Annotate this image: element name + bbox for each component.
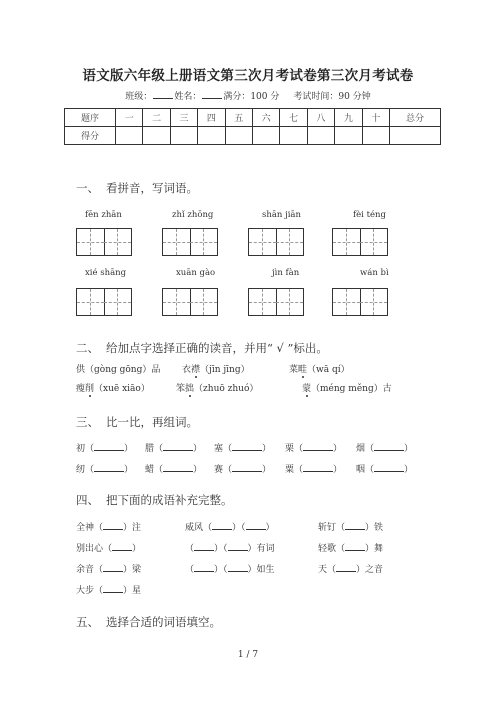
idiom-text: ）梁 <box>123 565 142 575</box>
score-cell[interactable] <box>143 127 170 145</box>
compare-char: 赛 <box>214 465 224 475</box>
answer-blank[interactable] <box>336 563 356 572</box>
compare-item[interactable]: 初（ ） <box>76 444 134 454</box>
idiom-text: ）如生 <box>247 565 275 575</box>
score-cell[interactable] <box>390 127 441 145</box>
score-header-cell: 三 <box>170 109 197 127</box>
writing-grid[interactable] <box>76 288 132 316</box>
pinyin-label: jìn fàn <box>272 268 300 278</box>
item-char: 衣 <box>182 365 192 375</box>
page-title: 语文版六年级上册语文第三次月考试卷第三次月考试卷 <box>82 68 414 84</box>
idiom-item[interactable] <box>318 562 383 575</box>
item-char: 瘦 <box>76 384 86 394</box>
section-2-heading <box>76 340 328 356</box>
compare-char: 咽 <box>356 465 366 475</box>
name-label: 姓名： <box>174 92 202 102</box>
score-header-cell: 九 <box>335 109 362 127</box>
idiom-item[interactable] <box>76 520 141 533</box>
pinyin-label: fèi téng <box>353 210 386 220</box>
score-header-cell: 六 <box>252 109 279 127</box>
dotted-char: 蒙 <box>302 384 312 394</box>
compare-char: 纫 <box>76 465 86 475</box>
writing-grid[interactable] <box>332 228 388 256</box>
compare-char: 栗 <box>285 444 295 454</box>
pronunciation-options[interactable]: （wā qí） <box>307 365 350 375</box>
score-table-score-row <box>65 127 441 145</box>
pinyin-label: xuān gào <box>176 268 216 278</box>
answer-blank[interactable] <box>94 442 124 451</box>
pronunciation-options[interactable]: （gòng gōng） <box>85 365 152 375</box>
answer-blank[interactable] <box>163 463 193 472</box>
answer-blank[interactable] <box>374 463 404 472</box>
answer-blank[interactable] <box>212 521 232 530</box>
idiom-text: 威风（ <box>185 523 213 533</box>
section-number: 四、 <box>76 493 99 507</box>
answer-blank[interactable] <box>194 542 214 551</box>
section-title: 选择合适的词语填空。 <box>106 615 221 629</box>
idiom-text: ）星 <box>123 586 142 596</box>
pinyin-label: shān jiān <box>262 210 301 220</box>
score-cell[interactable] <box>335 127 362 145</box>
writing-grid[interactable] <box>76 228 132 256</box>
answer-blank[interactable] <box>103 584 123 593</box>
idiom-text: 全神（ <box>76 523 104 533</box>
exam-info <box>0 89 496 102</box>
compare-char: 蜡 <box>145 465 155 475</box>
page-number: 1 / 7 <box>237 650 259 660</box>
score-header-cell: 一 <box>116 109 143 127</box>
answer-blank[interactable] <box>112 542 132 551</box>
section-title: 看拼音，写词语。 <box>106 181 198 195</box>
section-title: 给加点字选择正确的读音，并用“ √ ”标出。 <box>106 341 328 355</box>
section-5-heading <box>76 614 221 630</box>
score-header-cell: 四 <box>198 109 225 127</box>
idiom-text: 大步（ <box>76 586 104 596</box>
answer-blank[interactable] <box>246 521 266 530</box>
idiom-text: ）（ <box>214 544 228 554</box>
answer-blank[interactable] <box>103 521 123 530</box>
compare-char: 腊 <box>145 444 155 454</box>
answer-blank[interactable] <box>194 563 214 572</box>
score-cell[interactable] <box>252 127 279 145</box>
answer-blank[interactable] <box>303 442 333 451</box>
section-number: 三、 <box>76 415 99 429</box>
answer-blank[interactable] <box>94 463 124 472</box>
compare-char: 烟 <box>356 444 366 454</box>
section-number: 二、 <box>76 341 99 355</box>
score-header-cell: 题序 <box>65 109 116 127</box>
section-3-heading <box>76 414 198 430</box>
score-cell[interactable] <box>198 127 225 145</box>
compare-char: 粟 <box>285 465 295 475</box>
compare-item[interactable]: 粟（ ） <box>285 465 343 475</box>
idiom-item[interactable] <box>76 541 141 554</box>
idiom-text: ）有词 <box>247 544 275 554</box>
idiom-text: ）舞 <box>365 544 384 554</box>
answer-blank[interactable] <box>232 442 262 451</box>
idiom-item[interactable] <box>185 520 275 533</box>
idiom-text: （ <box>185 544 195 554</box>
dotted-char: 削 <box>85 384 95 394</box>
idiom-text: ） <box>132 544 142 554</box>
idiom-text: ）（ <box>232 523 246 533</box>
answer-blank[interactable] <box>228 563 248 572</box>
section-1-heading <box>76 180 198 196</box>
section-title: 把下面的成语补充完整。 <box>106 493 233 507</box>
idiom-item[interactable] <box>185 562 275 575</box>
name-blank[interactable] <box>202 90 222 99</box>
idiom-text: （ <box>185 565 195 575</box>
item-char: 品 <box>151 365 161 375</box>
compare-item[interactable]: 咽（ ） <box>356 465 414 475</box>
item-char: 笨 <box>176 384 186 394</box>
pinyin-label: zhǐ zhōng <box>172 210 214 220</box>
pronunciation-item[interactable] <box>76 362 160 375</box>
full-score: 满分：100 分 <box>223 92 280 102</box>
idiom-text: ）（ <box>214 565 228 575</box>
section-4-heading <box>76 492 233 508</box>
score-header-cell: 总分 <box>390 109 441 127</box>
answer-blank[interactable] <box>345 521 365 530</box>
score-cell[interactable] <box>116 127 143 145</box>
idiom-text: ）注 <box>123 523 142 533</box>
section-number: 一、 <box>76 181 99 195</box>
idiom-text: 天（ <box>318 565 337 575</box>
section-title: 比一比，再组词。 <box>106 415 198 429</box>
idiom-text: ） <box>265 523 275 533</box>
dotted-char: 拙 <box>185 384 195 394</box>
exam-time: 考试时间：90 分钟 <box>293 92 371 102</box>
answer-blank[interactable] <box>103 563 123 572</box>
idiom-item[interactable] <box>185 541 275 554</box>
answer-blank[interactable] <box>232 463 262 472</box>
pronunciation-options[interactable]: （méng měng） <box>311 384 383 394</box>
writing-grid[interactable] <box>248 228 304 256</box>
idiom-text: 余音（ <box>76 565 104 575</box>
section-number: 五、 <box>76 615 99 629</box>
idiom-text: 斩钉（ <box>318 523 346 533</box>
score-cell[interactable] <box>307 127 334 145</box>
score-header-cell: 十 <box>362 109 389 127</box>
writing-grid[interactable] <box>162 228 218 256</box>
compare-item[interactable]: 栗（ ） <box>285 444 343 454</box>
compare-char: 初 <box>76 444 86 454</box>
writing-grid[interactable] <box>332 288 388 316</box>
score-table <box>64 108 441 145</box>
score-header-cell: 七 <box>280 109 307 127</box>
class-blank[interactable] <box>153 90 173 99</box>
score-header-cell: 二 <box>143 109 170 127</box>
dotted-char: 畦 <box>298 365 308 375</box>
compare-item[interactable]: 赛（ ） <box>214 465 272 475</box>
score-header-cell: 五 <box>225 109 252 127</box>
score-header-cell: 八 <box>307 109 334 127</box>
score-cell[interactable] <box>362 127 389 145</box>
pinyin-label: wán bì <box>360 268 389 278</box>
answer-blank[interactable] <box>228 542 248 551</box>
answer-blank[interactable] <box>345 542 365 551</box>
compare-item[interactable]: 蜡（ ） <box>145 465 203 475</box>
compare-item[interactable]: 塞（ ） <box>214 444 272 454</box>
idiom-item[interactable] <box>318 520 383 533</box>
pronunciation-item[interactable] <box>289 362 350 375</box>
idiom-item[interactable] <box>76 583 141 596</box>
pinyin-label: xié shāng <box>85 268 127 278</box>
class-label: 班级： <box>125 92 153 102</box>
pronunciation-options[interactable]: （jīn jīng） <box>200 365 250 375</box>
idiom-text: ）铁 <box>365 523 384 533</box>
score-cell[interactable] <box>170 127 197 145</box>
pronunciation-item[interactable] <box>176 381 258 394</box>
idiom-item[interactable] <box>76 562 141 575</box>
answer-blank[interactable] <box>163 442 193 451</box>
idiom-text: 别出心（ <box>76 544 113 554</box>
item-char: 菜 <box>289 365 299 375</box>
dotted-char: 襟 <box>191 365 201 375</box>
writing-grid[interactable] <box>162 288 218 316</box>
score-table-header-row <box>65 109 441 127</box>
answer-blank[interactable] <box>303 463 333 472</box>
score-cell[interactable] <box>225 127 252 145</box>
compare-item[interactable]: 腊（ ） <box>145 444 203 454</box>
compare-char: 塞 <box>214 444 224 454</box>
item-char: 供 <box>76 365 86 375</box>
pinyin-label: fēn zhān <box>85 210 122 220</box>
pronunciation-item[interactable] <box>76 381 150 394</box>
score-cell[interactable] <box>280 127 307 145</box>
compare-item[interactable]: 烟（ ） <box>356 444 414 454</box>
idiom-item[interactable] <box>318 541 383 554</box>
idiom-text: ）之音 <box>356 565 384 575</box>
pronunciation-options[interactable]: （xuē xiāo） <box>94 384 150 394</box>
item-char: 古 <box>382 384 392 394</box>
writing-grid[interactable] <box>248 288 304 316</box>
answer-blank[interactable] <box>374 442 404 451</box>
pronunciation-item[interactable] <box>182 362 250 375</box>
compare-item[interactable]: 纫（ ） <box>76 465 134 475</box>
pronunciation-options[interactable]: （zhuō zhuó） <box>194 384 259 394</box>
score-row-label: 得分 <box>65 127 116 145</box>
idiom-text: 轻歌（ <box>318 544 346 554</box>
pronunciation-item[interactable] <box>302 381 392 394</box>
